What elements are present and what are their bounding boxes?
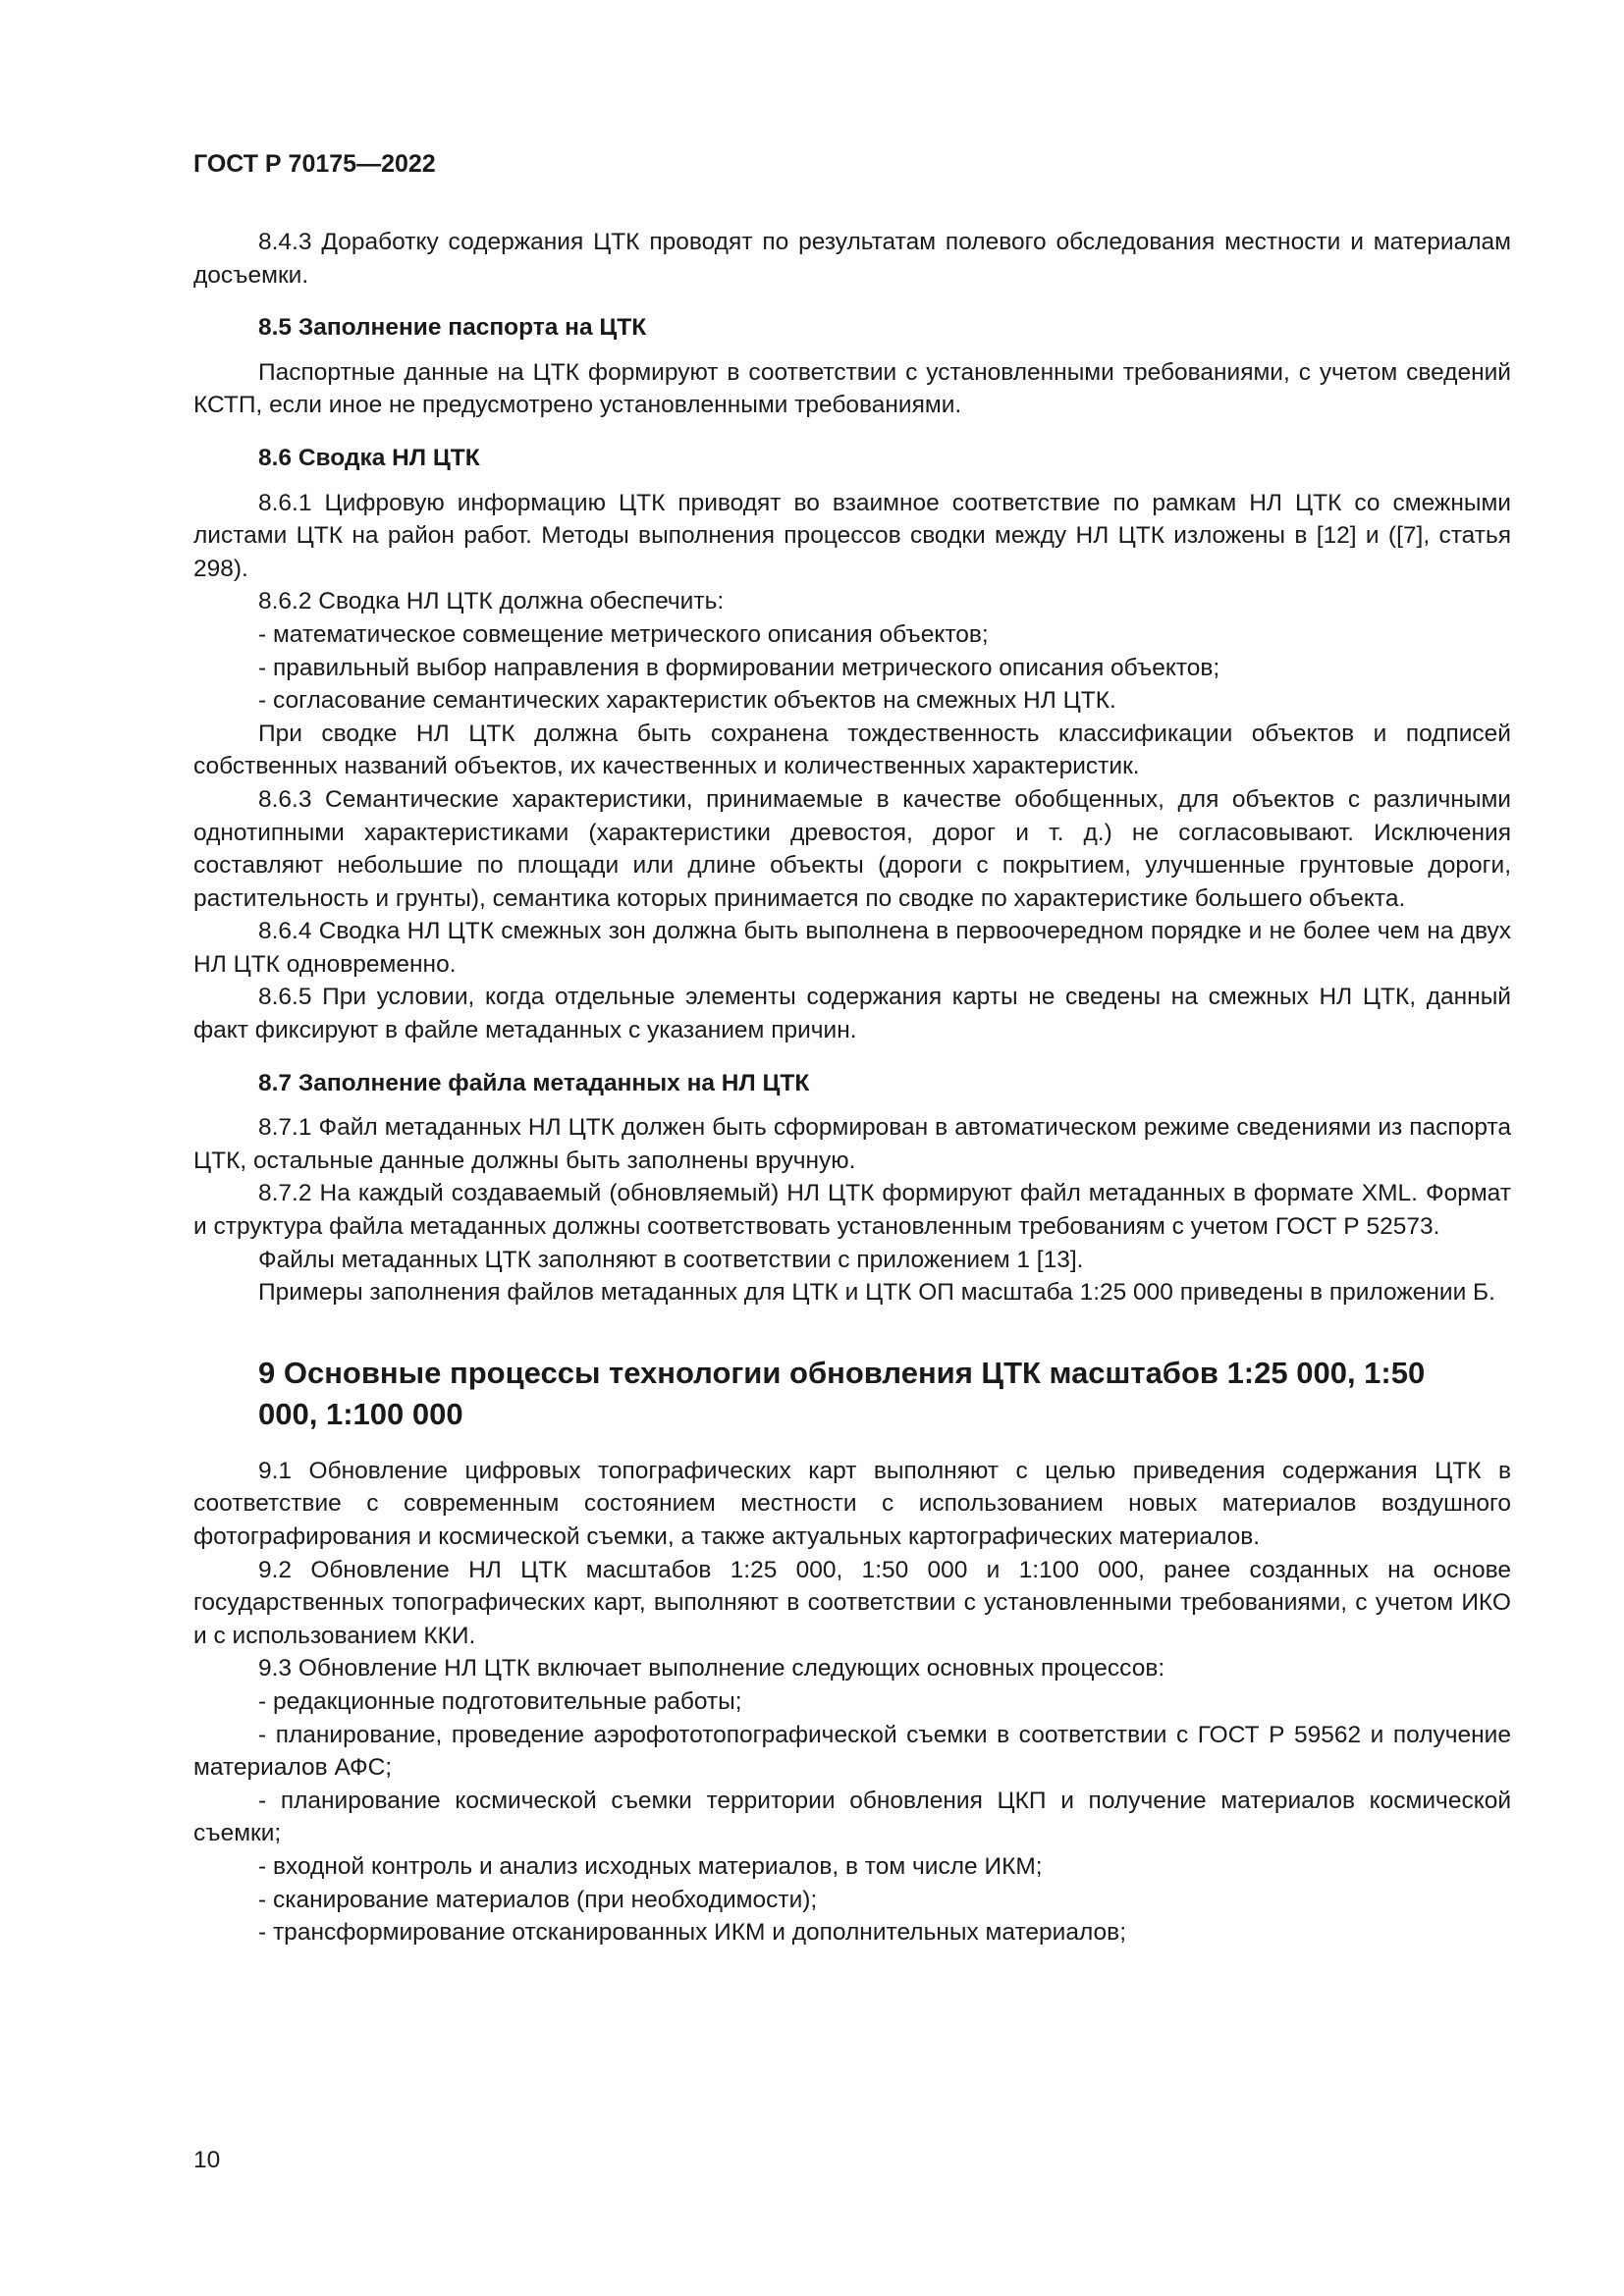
paragraph-8-7-2: 8.7.2 На каждый создаваемый (обновляемый) НЛ ЦТК формируют файл метаданных в формате XML. Формат и структура файла метаданных должны соответствовать установленным требованиям с учетом ГОСТ Р 52573. [193,1180,1511,1241]
paragraph-8-4-3: 8.4.3 Доработку содержания ЦТК проводят по результатам полевого обследования местности и материалам досъемки. [193,229,1511,289]
document-body [193,226,1511,1949]
chapter-heading-9: 9 Основные процессы технологии обновления ЦТК масштабов 1:25 000, 1:50 000, 1:100 000 [258,1355,1426,1431]
paragraph-8-6-5: 8.6.5 При условии, когда отдельные элементы содержания карты не сведены на смежных НЛ ЦТК, данный факт фиксируют в файле метаданных с указанием причин. [193,984,1511,1044]
paragraph-9-2: 9.2 Обновление НЛ ЦТК масштабов 1:25 000, 1:50 000 и 1:100 000, ранее созданных на основе государственных топографических карт, выполняют в соответствии с установленными требованиями, с учетом ИКО и с использованием ККИ. [193,1556,1511,1649]
section-heading-8-5: 8.5 Заполнение паспорта на ЦТК [258,314,647,342]
list-item: - правильный выбор направления в формировании метрического описания объектов; [258,654,1220,681]
list-item: - планирование космической съемки территории обновления ЦКП и получение материалов космической съемки; [193,1787,1511,1847]
paragraph-8-7-1: 8.7.1 Файл метаданных НЛ ЦТК должен быть сформирован в автоматическом режиме сведениями из паспорта ЦТК, остальные данные должны быть заполнены вручную. [193,1114,1511,1174]
paragraph-8-6-3: 8.6.3 Семантические характеристики, принимаемые в качестве обобщенных, для объектов с различными однотипными характеристиками (характеристики древостоя, дорог и т. д.) не согласовывают. Исключения составляют небольшие по площади или длине объекты (дороги с покрытием, улучшенные грунтовые дороги, растительность и грунты), семантика которых принимается по сводке по характеристике большего объекта. [193,785,1511,912]
list-item: - входной контроль и анализ исходных материалов, в том числе ИКМ; [258,1852,1043,1880]
list-item: - математическое совмещение метрического описания объектов; [258,620,989,648]
list-item: - планирование, проведение аэрофототопографической съемки в соответствии с ГОСТ Р 59562 и получение материалов АФС; [193,1721,1511,1782]
section-heading-8-7: 8.7 Заполнение файла метаданных на НЛ ЦТК [258,1069,810,1096]
document-page [193,0,1511,2296]
paragraph-8-5: Паспортные данные на ЦТК формируют в соответствии с установленными требованиями, с учетом сведений КСТП, если иное не предусмотрено установленными требованиями. [193,358,1511,419]
list-item: - редакционные подготовительные работы; [258,1687,742,1715]
paragraph-8-7-2-files: Файлы метаданных ЦТК заполняют в соответствии с приложением 1 [13]. [258,1246,1084,1273]
paragraph-8-7-2-examples: Примеры заполнения файлов метаданных для ЦТК и ЦТК ОП масштаба 1:25 000 приведены в приложении Б. [258,1279,1495,1307]
paragraph-9-3: 9.3 Обновление НЛ ЦТК включает выполнение следующих основных процессов: [258,1655,1165,1682]
section-heading-8-6: 8.6 Сводка НЛ ЦТК [258,444,480,471]
document-code-header: ГОСТ Р 70175—2022 [193,150,436,178]
paragraph-8-6-4: 8.6.4 Сводка НЛ ЦТК смежных зон должна быть выполнена в первоочередном порядке и не более чем на двух НЛ ЦТК одновременно. [193,918,1511,978]
list-item: - сканирование материалов (при необходимости); [258,1886,818,1913]
paragraph-8-6-2: 8.6.2 Сводка НЛ ЦТК должна обеспечить: [258,588,725,615]
paragraph-9-1: 9.1 Обновление цифровых топографических карт выполняют с целью приведения содержания ЦТК в соответствие с современным состоянием местности с использованием новых материалов воздушного фотографирования и космической съемки, а также актуальных картографических материалов. [193,1457,1511,1550]
list-item: - трансформирование отсканированных ИКМ и дополнительных материалов; [258,1919,1126,1947]
paragraph-8-6-1: 8.6.1 Цифровую информацию ЦТК приводят во взаимное соответствие по рамкам НЛ ЦТК со смежными листами ЦТК на район работ. Методы выполнения процессов сводки между НЛ ЦТК изложены в [12] и ([7], статья 298). [193,489,1511,582]
paragraph-8-6-2-continued: При сводке НЛ ЦТК должна быть сохранена тождественность классификации объектов и подписей собственных названий объектов, их качественных и количественных характеристик. [193,720,1511,780]
list-item: - согласование семантических характеристик объектов на смежных НЛ ЦТК. [258,687,1116,715]
page-number: 10 [193,2147,221,2173]
